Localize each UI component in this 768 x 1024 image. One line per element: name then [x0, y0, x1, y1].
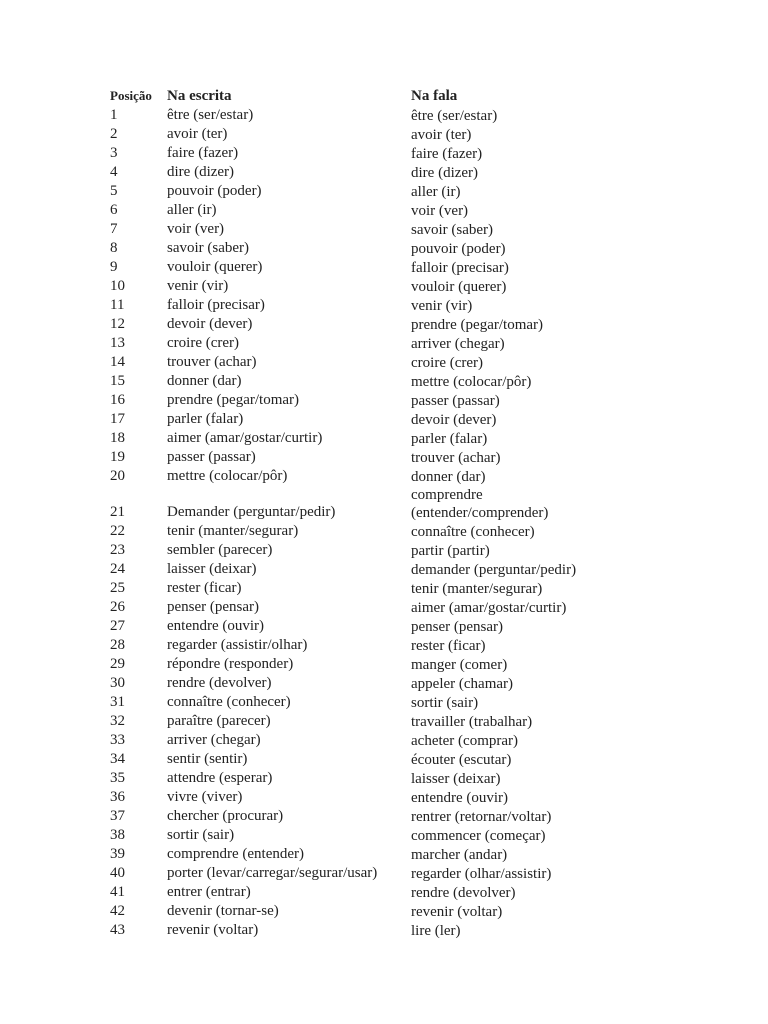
table-row: [110, 541, 760, 560]
row-written-verb: Demander (perguntar/pedir): [167, 504, 336, 520]
row-written-verb: laisser (deixar): [167, 561, 257, 577]
row-written-verb: porter (levar/carregar/segurar/usar): [167, 865, 378, 881]
row-spoken-verb: marcher (andar): [411, 847, 508, 863]
row-written-verb: parler (falar): [167, 411, 244, 427]
row-position: 17: [110, 411, 125, 427]
row-written-verb: paraître (parecer): [167, 713, 271, 729]
row-written-verb: sentir (sentir): [167, 751, 248, 767]
row-position: 5: [110, 183, 118, 199]
row-written-verb: rendre (devolver): [167, 675, 272, 691]
row-position: 30: [110, 675, 125, 691]
table-row: [110, 239, 760, 258]
row-position: 20: [110, 468, 125, 484]
row-spoken-verb: revenir (voltar): [411, 904, 503, 920]
row-written-verb: voir (ver): [167, 221, 225, 237]
row-spoken-verb: penser (pensar): [411, 619, 504, 635]
row-spoken-verb: tenir (manter/segurar): [411, 581, 543, 597]
row-written-verb: avoir (ter): [167, 126, 228, 142]
table-row: [110, 712, 760, 731]
row-spoken-verb: être (ser/estar): [411, 108, 498, 124]
row-spoken-verb: commencer (começar): [411, 828, 546, 844]
table-row: [110, 636, 760, 655]
row-written-verb: être (ser/estar): [167, 107, 254, 123]
row-written-verb: faire (fazer): [167, 145, 239, 161]
row-position: 19: [110, 449, 125, 465]
table-row: [110, 410, 760, 429]
row-written-verb: devenir (tornar-se): [167, 903, 279, 919]
table-row: [110, 182, 760, 201]
row-written-verb: penser (pensar): [167, 599, 260, 615]
row-position: 6: [110, 202, 118, 218]
row-written-verb: entrer (entrar): [167, 884, 251, 900]
row-written-verb: dire (dizer): [167, 164, 235, 180]
row-position: 40: [110, 865, 125, 881]
row-position: 29: [110, 656, 125, 672]
row-written-verb: donner (dar): [167, 373, 242, 389]
row-position: 42: [110, 903, 125, 919]
row-position: 28: [110, 637, 125, 653]
row-position: 41: [110, 884, 125, 900]
row-written-verb: mettre (colocar/pôr): [167, 468, 288, 484]
header-spoken: Na fala: [411, 88, 458, 104]
row-written-verb: venir (vir): [167, 278, 229, 294]
row-written-verb: connaître (conhecer): [167, 694, 291, 710]
row-position: 33: [110, 732, 125, 748]
table-row: [110, 201, 760, 220]
row-spoken-verb: devoir (dever): [411, 412, 497, 428]
row-spoken-verb: demander (perguntar/pedir): [411, 562, 577, 578]
row-position: 24: [110, 561, 125, 577]
row-spoken-verb: connaître (conhecer): [411, 524, 535, 540]
table-row: [110, 163, 760, 182]
table-row: [110, 144, 760, 163]
row-spoken-verb: laisser (deixar): [411, 771, 501, 787]
verb-frequency-table: [110, 86, 760, 940]
row-spoken-verb: vouloir (querer): [411, 279, 507, 295]
row-spoken-verb: rendre (devolver): [411, 885, 516, 901]
row-written-verb: devoir (dever): [167, 316, 253, 332]
table-row: [110, 467, 760, 486]
row-spoken-verb: avoir (ter): [411, 127, 472, 143]
row-position: 9: [110, 259, 118, 275]
row-written-verb: chercher (procurar): [167, 808, 284, 824]
row-written-verb: sortir (sair): [167, 827, 235, 843]
row-position: 12: [110, 316, 125, 332]
row-spoken-verb: arriver (chegar): [411, 336, 505, 352]
row-written-verb: vivre (viver): [167, 789, 243, 805]
row-position: 21: [110, 504, 125, 520]
table-row: [110, 486, 760, 522]
row-written-verb: vouloir (querer): [167, 259, 263, 275]
row-spoken-verb: sortir (sair): [411, 695, 479, 711]
row-spoken-verb: faire (fazer): [411, 146, 483, 162]
table-row: [110, 921, 760, 940]
row-spoken-verb: appeler (chamar): [411, 676, 514, 692]
row-written-verb: attendre (esperar): [167, 770, 273, 786]
row-position: 16: [110, 392, 125, 408]
row-position: 32: [110, 713, 125, 729]
row-written-verb: trouver (achar): [167, 354, 257, 370]
table-row: [110, 522, 760, 541]
row-spoken-verb: aller (ir): [411, 184, 461, 200]
table-row: [110, 864, 760, 883]
row-spoken-verb: prendre (pegar/tomar): [411, 317, 544, 333]
row-position: 1: [110, 107, 118, 123]
row-position: 31: [110, 694, 125, 710]
row-written-verb: prendre (pegar/tomar): [167, 392, 300, 408]
row-written-verb: falloir (precisar): [167, 297, 265, 313]
row-written-verb: tenir (manter/segurar): [167, 523, 299, 539]
table-row: [110, 560, 760, 579]
row-position: 8: [110, 240, 118, 256]
table-row: [110, 655, 760, 674]
row-written-verb: répondre (responder): [167, 656, 294, 672]
row-spoken-verb: trouver (achar): [411, 450, 501, 466]
row-written-verb: passer (passar): [167, 449, 256, 465]
row-spoken-verb: écouter (escutar): [411, 752, 512, 768]
row-position: 27: [110, 618, 125, 634]
table-row: [110, 883, 760, 902]
row-position: 14: [110, 354, 125, 370]
row-spoken-verb: pouvoir (poder): [411, 241, 506, 257]
table-row: [110, 315, 760, 334]
row-written-verb: aller (ir): [167, 202, 217, 218]
row-spoken-verb: voir (ver): [411, 203, 469, 219]
row-position: 3: [110, 145, 118, 161]
row-spoken-verb: parler (falar): [411, 431, 488, 447]
table-row: [110, 769, 760, 788]
row-spoken-verb: partir (partir): [411, 543, 490, 559]
row-written-verb: croire (crer): [167, 335, 240, 351]
row-position: 25: [110, 580, 125, 596]
row-position: 43: [110, 922, 125, 938]
row-spoken-verb: entendre (ouvir): [411, 790, 509, 806]
row-written-verb: entendre (ouvir): [167, 618, 265, 634]
row-spoken-verb: rentrer (retornar/voltar): [411, 809, 552, 825]
row-written-verb: aimer (amar/gostar/curtir): [167, 430, 323, 446]
row-spoken-verb: manger (comer): [411, 657, 508, 673]
row-written-verb: comprendre (entender): [167, 846, 305, 862]
table-body: [110, 106, 760, 940]
table-row: [110, 106, 760, 125]
table-header-row: [110, 86, 760, 106]
row-spoken-verb: rester (ficar): [411, 638, 486, 654]
row-spoken-verb: aimer (amar/gostar/curtir): [411, 600, 567, 616]
row-spoken-verb: falloir (precisar): [411, 260, 509, 276]
row-position: 39: [110, 846, 125, 862]
row-spoken-verb: travailler (trabalhar): [411, 714, 533, 730]
table-row: [110, 845, 760, 864]
row-spoken-verb: savoir (saber): [411, 222, 494, 238]
row-written-verb: arriver (chegar): [167, 732, 261, 748]
header-position: Posição: [110, 88, 152, 103]
table-row: [110, 296, 760, 315]
row-written-verb: pouvoir (poder): [167, 183, 262, 199]
table-row: [110, 902, 760, 921]
row-position: 23: [110, 542, 125, 558]
header-written: Na escrita: [167, 88, 232, 104]
row-written-verb: revenir (voltar): [167, 922, 259, 938]
row-position: 36: [110, 789, 125, 805]
table-row: [110, 598, 760, 617]
row-spoken-verb: acheter (comprar): [411, 733, 519, 749]
table-row: [110, 788, 760, 807]
table-row: [110, 258, 760, 277]
row-position: 7: [110, 221, 118, 237]
table-row: [110, 277, 760, 296]
row-written-verb: savoir (saber): [167, 240, 250, 256]
row-position: 2: [110, 126, 118, 142]
row-position: 10: [110, 278, 125, 294]
table-row: [110, 220, 760, 239]
row-position: 15: [110, 373, 125, 389]
row-position: 11: [110, 297, 125, 313]
row-position: 37: [110, 808, 125, 824]
row-spoken-verb: venir (vir): [411, 298, 473, 314]
table-row: [110, 731, 760, 750]
table-row: [110, 125, 760, 144]
table-row: [110, 372, 760, 391]
row-spoken-verb: mettre (colocar/pôr): [411, 374, 532, 390]
row-written-verb: sembler (parecer): [167, 542, 273, 558]
row-position: 26: [110, 599, 125, 615]
row-spoken-verb: lire (ler): [411, 923, 461, 939]
table-row: [110, 617, 760, 636]
table-row: [110, 826, 760, 845]
row-written-verb: regarder (assistir/olhar): [167, 637, 308, 653]
row-position: 22: [110, 523, 125, 539]
table-row: [110, 674, 760, 693]
table-row: [110, 391, 760, 410]
row-spoken-verb: passer (passar): [411, 393, 500, 409]
table-row: [110, 693, 760, 712]
row-position: 4: [110, 164, 118, 180]
row-spoken-verb: comprendre (entender/comprender): [411, 487, 549, 521]
table-row: [110, 429, 760, 448]
table-row: [110, 579, 760, 598]
row-spoken-verb: regarder (olhar/assistir): [411, 866, 552, 882]
row-position: 34: [110, 751, 125, 767]
row-position: 18: [110, 430, 125, 446]
row-position: 35: [110, 770, 125, 786]
table-row: [110, 750, 760, 769]
table-row: [110, 807, 760, 826]
row-spoken-verb: croire (crer): [411, 355, 484, 371]
row-position: 38: [110, 827, 125, 843]
table-row: [110, 334, 760, 353]
row-written-verb: rester (ficar): [167, 580, 242, 596]
table-row: [110, 353, 760, 372]
table-row: [110, 448, 760, 467]
row-position: 13: [110, 335, 125, 351]
row-spoken-verb: donner (dar): [411, 469, 486, 485]
row-spoken-verb: dire (dizer): [411, 165, 479, 181]
